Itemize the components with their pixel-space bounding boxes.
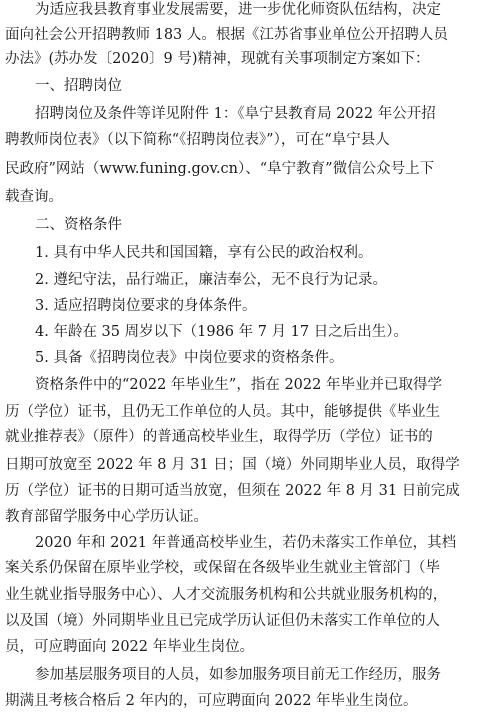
text-line: 历（学位）证书的日期可适当放宽，但须在 2022 年 8 月 31 日前完成 xyxy=(5,483,460,499)
text-line: 就业推荐表》（原件）的普通高校毕业生，取得学历（学位）证书的 xyxy=(5,429,433,445)
text-line: 载查询。 xyxy=(5,189,63,205)
text-line: 以及国（境）外同期毕业且已完成学历认证但仍未落实工作单位的人 xyxy=(5,613,440,629)
text-line: 民政府”网站（www.funing.gov.cn）、“阜宁教育”微信公众号上下 xyxy=(5,161,435,177)
text-line: 期满且考核合格后 2 年内的，可应聘面向 2022 年毕业生岗位。 xyxy=(5,693,418,709)
section-heading-text: 一、招聘岗位 xyxy=(35,78,122,94)
text-line: 面向社会公开招聘教师 183 人。根据《江苏省事业单位公开招聘人员 xyxy=(5,27,448,43)
text-line: 招聘岗位及条件等详见附件 1：《阜宁县教育局 2022 年公开招 xyxy=(35,106,436,122)
text-line: 历（学位）证书，且仍无工作单位的人员。其中，能够提供《毕业生 xyxy=(5,404,440,420)
section-heading-text: 二、资格条件 xyxy=(35,217,122,233)
text-line: 3. 适应招聘岗位要求的身体条件。 xyxy=(35,298,257,314)
text-line: 员，可应聘面向 2022 年毕业生岗位。 xyxy=(5,639,255,655)
text-line: 参加基层服务项目的人员，如参加服务项目前无工作经历，服务 xyxy=(35,667,441,683)
text-line: 1. 具有中华人民共和国国籍，享有公民的政治权利。 xyxy=(35,245,373,261)
text-line: 办法》(苏办发〔2020〕9 号)精神，现就有关事项制定方案如下： xyxy=(5,51,430,67)
text-line: 资格条件中的“2022 年毕业生”，指在 2022 年毕业并已取得学 xyxy=(35,377,442,393)
text-line: 案关系仍保留在原毕业学校，或保留在各级毕业生就业主管部门（毕 xyxy=(5,560,440,576)
text-line: 5. 具备《招聘岗位表》中岗位要求的资格条件。 xyxy=(35,350,344,366)
text-line: 日期可放宽至 2022 年 8 月 31 日；国（境）外同期毕业人员，取得学 xyxy=(5,457,460,473)
text-line: 教育部留学服务中心学历认证。 xyxy=(5,509,208,525)
text-line: 2. 遵纪守法，品行端正，廉洁奉公，无不良行为记录。 xyxy=(35,272,387,288)
text-line: 聘教师岗位表》（以下简称“《招聘岗位表》”），可在“阜宁县人 xyxy=(5,132,390,148)
text-line: 业生就业指导服务中心）、人才交流服务机构和公共就业服务机构的， xyxy=(5,587,448,603)
text-line: 为适应我县教育事业发展需要，进一步优化师资队伍结构，决定 xyxy=(35,2,441,18)
text-line: 4. 年龄在 35 周岁以下（1986 年 7 月 17 日之后出生）。 xyxy=(35,324,408,340)
text-line: 2020 年和 2021 年普通高校毕业生，若仍未落实工作单位，其档 xyxy=(35,535,457,551)
